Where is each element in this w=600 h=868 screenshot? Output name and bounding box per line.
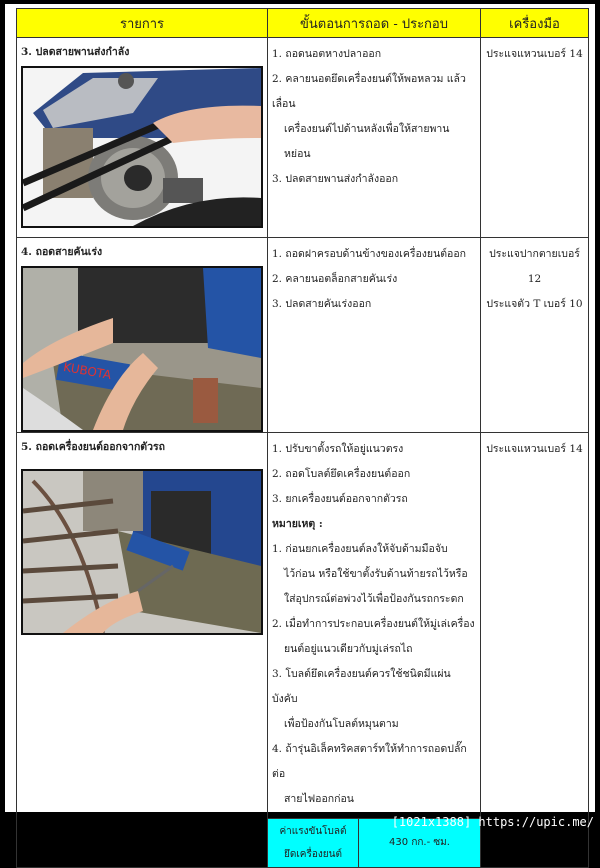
step-item: 3. ปลดสายพานส่งกำลังออก — [272, 173, 399, 185]
table-row — [17, 38, 589, 238]
step-item: 1. ถอดฝาครอบด้านข้างของเครื่องยนต์ออก — [272, 248, 467, 260]
steps-cell — [268, 38, 481, 238]
step-item: 3. ยกเครื่องยนต์ออกจากตัวรถ — [272, 493, 408, 505]
step-item: 1. ปรับขาตั้งรถให้อยู่แนวตรง — [272, 443, 404, 455]
item-title: 5. ถอดเครื่องยนต์ออกจากตัวรถ — [21, 441, 166, 453]
item-cell — [17, 238, 268, 433]
tool-item: ประแจแหวนเบอร์ 14 — [486, 443, 583, 455]
note-item: ยนต์อยู่แนวเดียวกับมู่เล่รถไถ — [284, 643, 413, 655]
item-title: 4. ถอดสายคันเร่ง — [21, 246, 103, 258]
header-items: รายการ — [17, 9, 268, 38]
header-tools: เครื่องมือ — [481, 9, 589, 38]
svg-text:KUBOTA: KUBOTA — [62, 359, 113, 383]
table-header-row — [17, 9, 589, 38]
steps-cell — [268, 433, 481, 868]
torque-label — [268, 819, 359, 867]
photo-throttle-cable — [21, 266, 263, 432]
tools-list — [481, 238, 588, 317]
steps-list — [268, 238, 480, 317]
tool-item: ประแจแหวนเบอร์ 14 — [486, 48, 583, 60]
item-cell — [17, 38, 268, 238]
torque-value: 430 กก.- ซม. — [389, 837, 450, 848]
note-item: สายไฟออกก่อน — [284, 793, 354, 805]
item-title: 3. ปลดสายพานส่งกำลัง — [21, 46, 130, 58]
procedure-table — [16, 8, 589, 868]
note-item: ใส่อุปกรณ์ต่อพ่วงไว้เพื่อป้องกันรถกระดก — [284, 593, 464, 605]
item-cell — [17, 433, 268, 868]
note-item: 3. โบลต์ยึดเครื่องยนต์ควรใช้ชนิดมีแผ่นบังคับ — [272, 668, 451, 705]
note-item: เพื่อป้องกันโบลต์หมุนตาม — [284, 718, 399, 730]
tools-cell — [481, 433, 589, 868]
photo-engine-removal — [21, 469, 263, 635]
note-title: หมายเหตุ : — [272, 518, 323, 530]
tool-item: ประแจปากตายเบอร์ 12 — [489, 248, 580, 285]
header-steps: ขั้นตอนการถอด - ประกอบ — [268, 9, 481, 38]
steps-list — [268, 38, 480, 192]
steps-cell — [268, 238, 481, 433]
note-item: 4. ถ้ารุ่นอิเล็คทริคสตาร์ทให้ทำการถอดปลั๊กต่อ — [272, 743, 467, 780]
step-item: เครื่องยนต์ไปด้านหลังเพื่อให้สายพานหย่อน — [284, 123, 450, 160]
torque-label-line2: ยึดเครื่องยนต์ — [284, 849, 342, 860]
note-item: ไว้ก่อน หรือใช้ขาตั้งรับด้านท้ายรถไว้หรือ — [284, 568, 468, 580]
photo-belt-removal — [21, 66, 263, 228]
step-item: 2. คลายนอตล็อกสายคันเร่ง — [272, 273, 398, 285]
tools-cell — [481, 238, 589, 433]
step-item: 2. ถอดโบลต์ยึดเครื่องยนต์ออก — [272, 468, 411, 480]
step-item: 1. ถอดนอตหางปลาออก — [272, 48, 382, 60]
tool-item: ประแจตัว T เบอร์ 10 — [486, 298, 583, 310]
image-source-caption: [1021x1388] https://upic.me/ — [391, 815, 594, 829]
steps-list — [268, 433, 480, 867]
note-item: 1. ก่อนยกเครื่องยนต์ลงให้จับด้ามมือจับ — [272, 543, 448, 555]
table-row — [17, 433, 589, 868]
step-item: 3. ปลดสายคันเร่งออก — [272, 298, 372, 310]
torque-label-line1: ค่าแรงขันโบลต์ — [279, 826, 347, 837]
note-item: 2. เมื่อทำการประกอบเครื่องยนต์ให้มู่เล่เครื่อง — [272, 618, 475, 630]
table-row — [17, 238, 589, 433]
tools-cell — [481, 38, 589, 238]
step-item: 2. คลายนอตยึดเครื่องยนต์ให้พอหลวม แล้วเลื่อน — [272, 73, 466, 110]
